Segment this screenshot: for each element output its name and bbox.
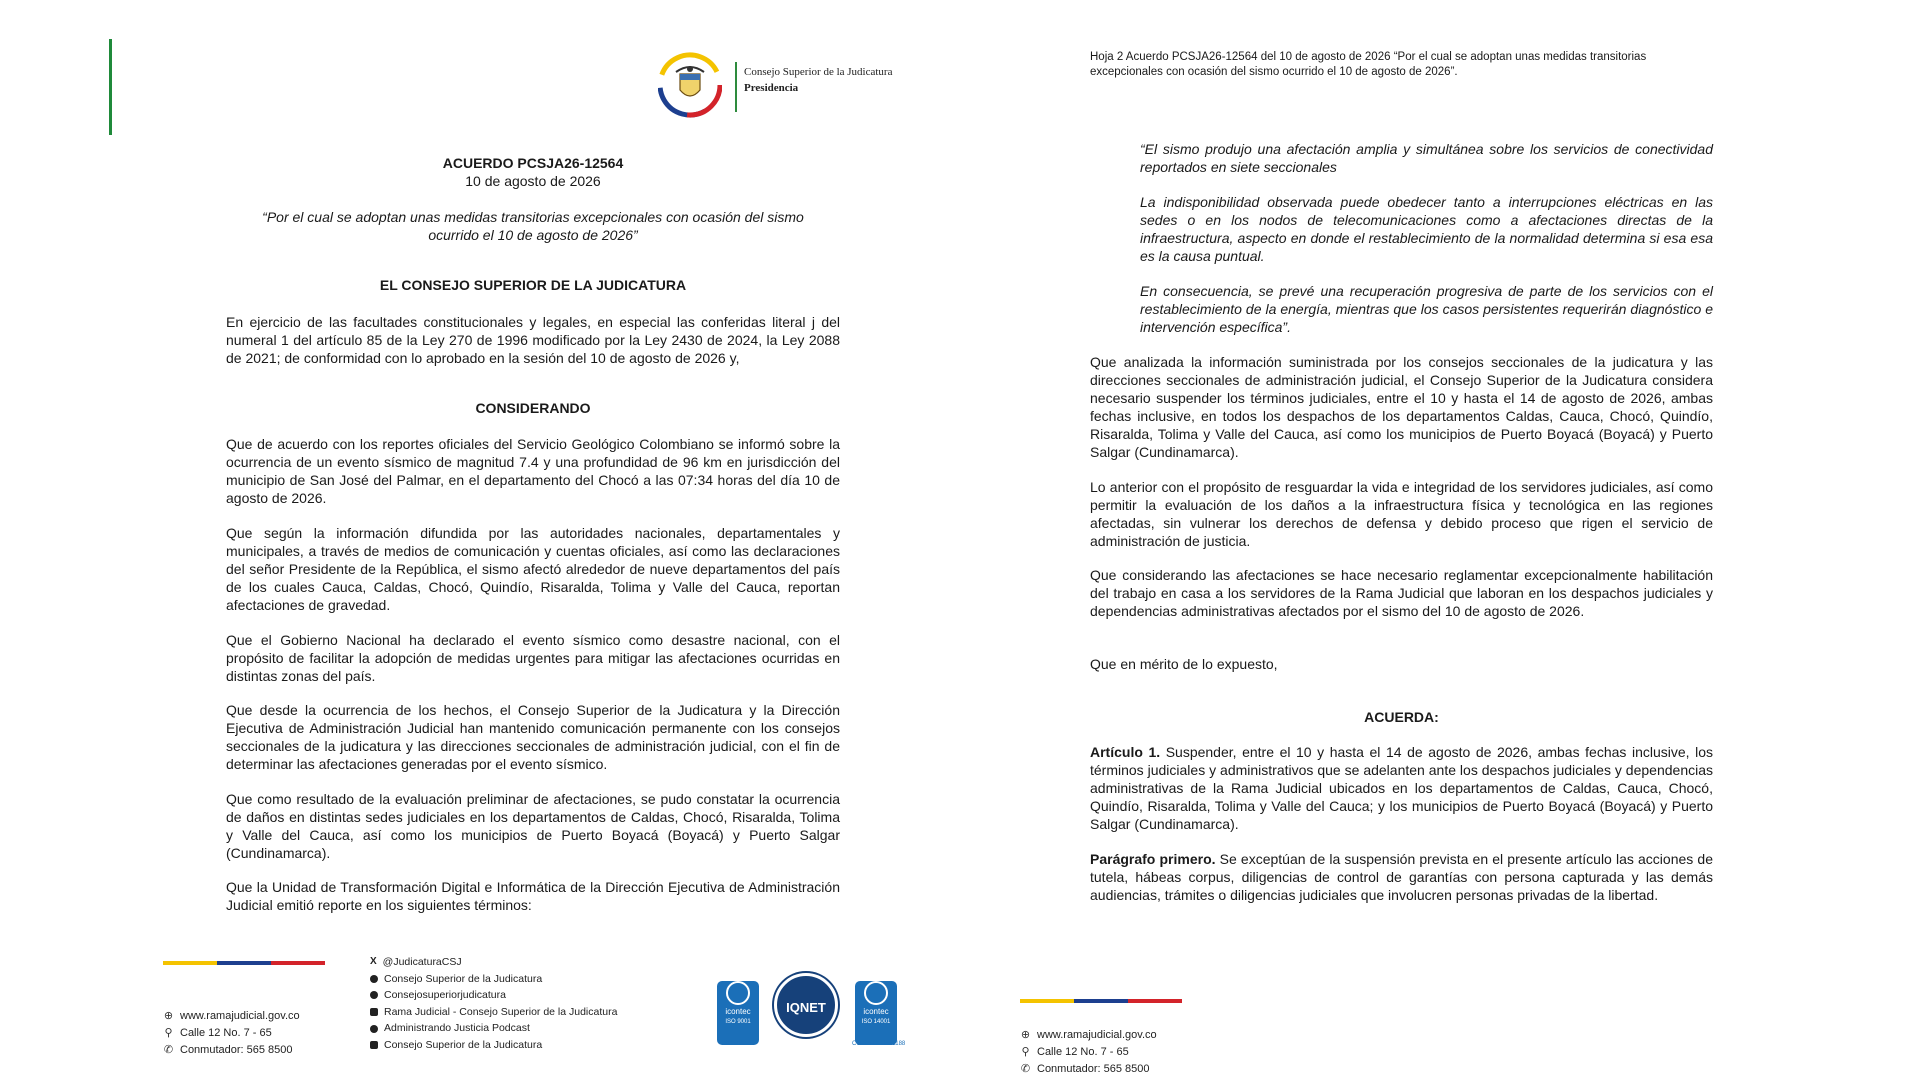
cert-caption: CO-SA-CER551188 (852, 1041, 906, 1047)
considerando-paragraph: Que la Unidad de Transformación Digital e Informática de la Dirección Ejecutiva de Administración Judicial emitió reporte en los siguientes términos: (226, 879, 840, 913)
acuerdo-subtitle: “Por el cual se adoptan unas medidas transitorias excepcionales con ocasión del sismo ocurrido el 10 de agosto de 2026” (262, 209, 804, 243)
address-line: ⚲ Calle 12 No. 7 - 65 (1021, 1046, 1129, 1058)
social-instagram[interactable]: Consejosuperiorjudicatura (370, 987, 617, 1004)
acuerda-heading: ACUERDA: (1364, 709, 1439, 725)
social-x[interactable]: X @JudicaturaCSJ (370, 954, 617, 971)
paragrafo-text: Se exceptúan de la suspensión prevista en el presente artículo las acciones de tutela, hábeas corpus, diligencias de control de garantías con persona capturada y las demás audiencias, trámites o diligencias judiciales que involucren personas privadas de la libertad. (1090, 851, 1713, 903)
considerando-heading: CONSIDERANDO (475, 400, 591, 416)
page1-contact-block (163, 1008, 300, 1059)
flag-stripe (163, 961, 325, 965)
considerando-paragraph: Que de acuerdo con los reportes oficiales del Servicio Geológico Colombiano se informó sobre la ocurrencia de un evento sísmico de magnitud 7.4 y una profundidad de 96 km en jurisdicción del municipio de San José del Palmar, en el departamento del Chocó a las 07:34 horas del día 10 de agosto de 2026. (226, 436, 840, 506)
coat-of-arms-icon (658, 52, 722, 118)
page1-letterhead (658, 52, 918, 122)
iqnet-badge: IQNET (774, 973, 838, 1037)
cert-caption: SC5780-4 (724, 1041, 752, 1047)
social-podcast[interactable]: Administrando Justicia Podcast (370, 1020, 617, 1037)
considerando-paragraph: Lo anterior con el propósito de resguardar la vida e integridad de los servidores judiciales, así como permitir la evaluación de los daños a la infraestructura física y tecnológica en las regiones afectadas, sin vulnerar los derechos de defensa y debido proceso que rigen el servicio de administración de justicia. (1090, 479, 1713, 549)
quoted-report-paragraph: “El sismo produjo una afectación amplia y simultánea sobre los servicios de conectividad reportados en siete seccionales (1140, 141, 1713, 175)
quoted-report-paragraph: La indisponibilidad observada puede obedecer tanto a interrupciones eléctricas en las sedes o en los nodos de telecomunicaciones como a afectaciones directas de la infraestructura, aspecto en donde el restablecimiento de la normalidad determina si esa esa es la causa puntual. (1140, 194, 1713, 264)
considerando-paragraph: Que en mérito de lo expuesto, (1090, 656, 1278, 672)
website-link: www.ramajudicial.gov.co (180, 1010, 300, 1022)
instagram-icon (370, 991, 378, 999)
social-facebook[interactable]: Consejo Superior de la Judicatura (370, 971, 617, 988)
location-icon: ⚲ (1021, 1046, 1030, 1058)
icontec-iso14001-badge: icontec ISO 14001 (855, 975, 897, 1045)
considerando-paragraph: Que considerando las afectaciones se hace necesario reglamentar excepcionalmente habilitación del trabajo en casa a los servidores de la Rama Judicial que laboran en los despachos judiciales y dependencias administrativas afectados por el sismo del 10 de agosto de 2026. (1090, 567, 1713, 619)
considerando-paragraph: Que desde la ocurrencia de los hechos, el Consejo Superior de la Judicatura y la Dirección Ejecutiva de Administración Judicial han mantenido comunicación permanente con los consejos seccionales de la judicatura y las direcciones seccionales de administración judicial, con el fin de determinar las afectaciones generadas por el evento sísmico. (226, 702, 840, 772)
phone-icon: ✆ (163, 1044, 174, 1056)
social-linkedin[interactable]: Rama Judicial - Consejo Superior de la Judicatura (370, 1004, 617, 1021)
letterhead-org: Consejo Superior de la Judicatura (744, 66, 893, 78)
website-line[interactable] (1020, 1027, 1157, 1044)
considerando-paragraph: Que como resultado de la evaluación preliminar de afectaciones, se pudo constatar la ocurrencia de daños en distintas sedes judiciales en los departamentos de Caldas, Chocó, Risaralda, Tolima y Valle del Cauca, así como los municipios de Puerto Boyacá (Boyacá) y Puerto Salgar (Cundinamarca). (226, 791, 840, 861)
website-link: www.ramajudicial.gov.co (1037, 1029, 1157, 1041)
address-line: ⚲ Calle 12 No. 7 - 65 (164, 1027, 272, 1039)
social-youtube[interactable]: Consejo Superior de la Judicatura (370, 1037, 617, 1054)
acuerdo-date: 10 de agosto de 2026 (465, 173, 601, 189)
article-1-text: Suspender, entre el 10 y hasta el 14 de agosto de 2026, ambas fechas inclusive, los términos judiciales y administrativos que se adelanten ante los despachos judiciales y dependencias administrativas de la Rama Judicial ubicados en los departamentos de Caldas, Cauca, Chocó, Quindío, Risaralda, Tolima y Valle del Cauca; y los municipios de Puerto Boyacá (Boyacá) y Puerto Salgar (Cundinamarca). (1090, 744, 1713, 832)
globe-icon: ⊕ (163, 1010, 174, 1022)
globe-icon: ⊕ (1020, 1029, 1031, 1041)
letterhead-office: Presidencia (744, 82, 799, 94)
social-links (370, 954, 617, 1054)
youtube-icon (370, 1041, 378, 1049)
running-header: Hoja 2 Acuerdo PCSJA26-12564 del 10 de agosto de 2026 “Por el cual se adoptan unas medidas transitorias excepcionales con ocasión del sismo ocurrido el 10 de agosto de 2026”. (1090, 51, 1647, 78)
considerando-paragraph: Que analizada la información suministrada por los consejos seccionales de la judicatura y las direcciones seccionales de administración judicial, el Consejo Superior de la Judicatura considera necesario suspender los términos judiciales, entre el 10 y hasta el 14 de agosto de 2026, ambas fechas inclusive, en todos los despachos de los departamentos Caldas, Cauca, Chocó, Quindío, Risaralda, Tolima y Valle del Cauca, así como los municipios de Puerto Boyacá (Boyacá) y Puerto Salgar (Cundinamarca). (1090, 354, 1713, 460)
linkedin-icon (370, 1008, 378, 1016)
icontec-iso9001-badge: icontec ISO 9001 (717, 975, 759, 1045)
podcast-icon (370, 1025, 378, 1033)
phone-icon: ✆ (1020, 1063, 1031, 1075)
preamble: En ejercicio de las facultades constitucionales y legales, en especial las conferidas literal j del numeral 1 del artículo 85 de la Ley 270 de 1996 modificado por la Ley 2430 de 2024, la Ley 2088 de 2021; de conformidad con lo aprobado en la sesión del 10 de agosto de 2026 y, (226, 314, 840, 366)
page2-contact-block (1020, 1027, 1157, 1078)
phone-line: ✆ Conmutador: 565 8500 (163, 1044, 293, 1056)
facebook-icon (370, 975, 378, 983)
issuer-heading: EL CONSEJO SUPERIOR DE LA JUDICATURA (379, 277, 687, 293)
considerando-paragraph: Que el Gobierno Nacional ha declarado el evento sísmico como desastre nacional, con el propósito de facilitar la adopción de medidas urgentes para mitigar las afectaciones ocurridas en distintas zonas del país. (226, 632, 840, 684)
acuerdo-number: ACUERDO PCSJA26-12564 (442, 155, 624, 171)
considerando-paragraph: Que según la información difundida por las autoridades nacionales, departamentales y municipales, a través de medios de comunicación y cuentas oficiales, así como las declaraciones del señor Presidente de la República, el sismo afectó alrededor de nueve departamentos del país de los cuales Cauca, Caldas, Chocó, Quindío, Risaralda, Tolima y Valle del Cauca, reportan afectaciones de gravedad. (226, 525, 840, 613)
letterhead-divider (735, 62, 737, 112)
website-line[interactable] (163, 1008, 300, 1025)
location-icon: ⚲ (164, 1027, 173, 1039)
article-1 (1090, 743, 1713, 833)
x-icon: X (370, 956, 377, 967)
paragrafo-label: Parágrafo primero. (1090, 851, 1216, 867)
quoted-report-paragraph: En consecuencia, se prevé una recuperación progresiva de parte de los servicios con el restablecimiento de la energía, mientras que los casos persistentes requerirán diagnóstico e intervención específica”. (1140, 283, 1713, 335)
phone-line: ✆ Conmutador: 565 8500 (1020, 1063, 1150, 1075)
left-accent-bar (109, 39, 112, 135)
article-1-label: Artículo 1. (1090, 744, 1161, 760)
flag-stripe (1020, 999, 1182, 1003)
paragrafo-primero (1090, 850, 1713, 904)
